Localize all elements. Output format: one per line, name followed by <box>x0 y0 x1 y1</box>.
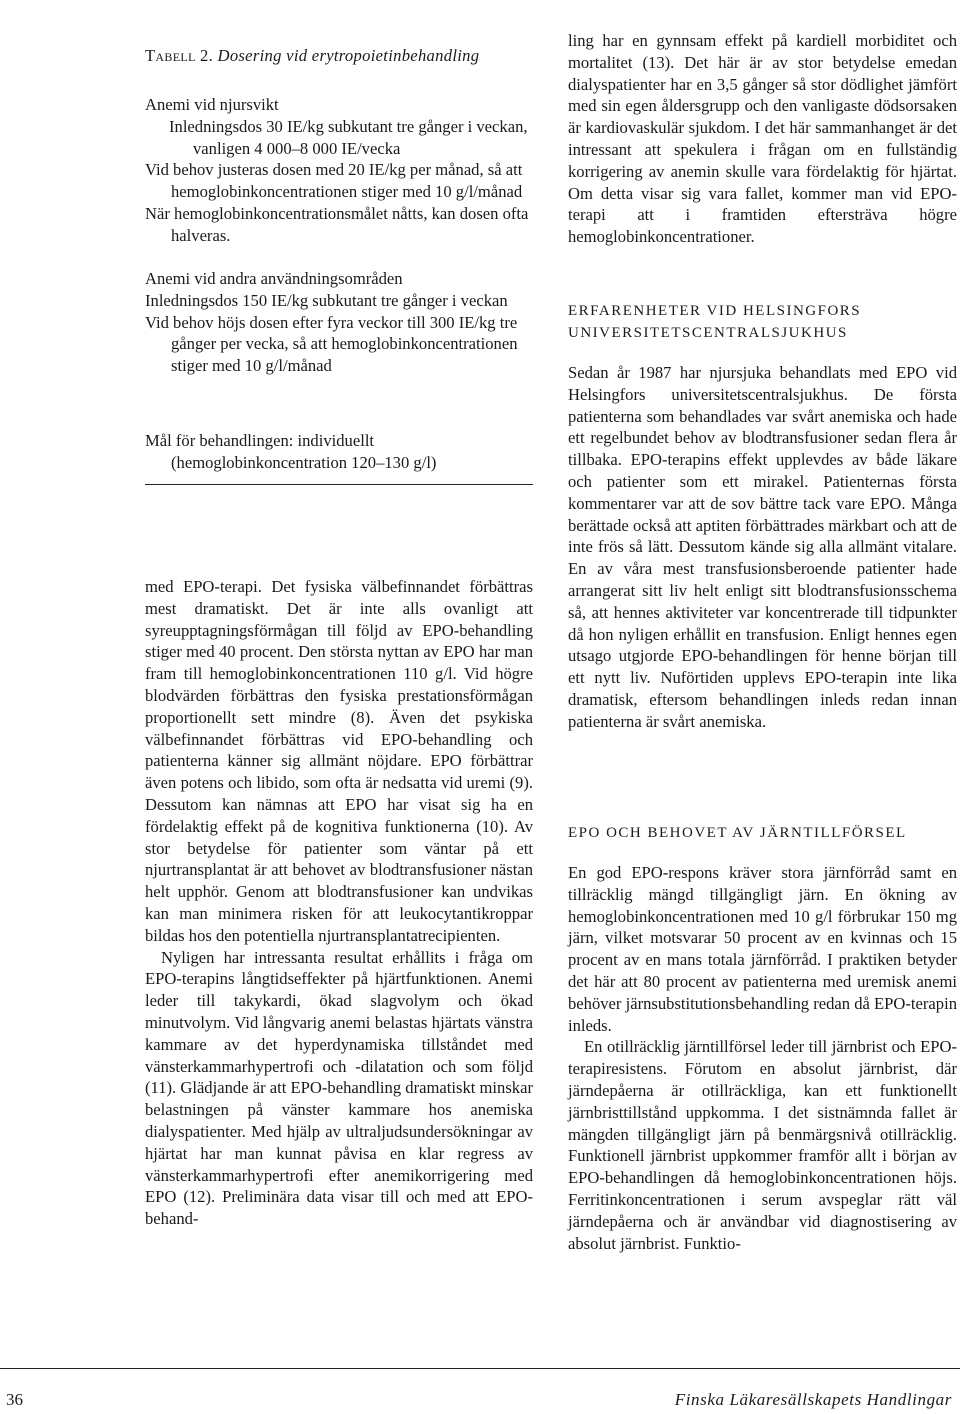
footer-rule <box>0 1368 960 1369</box>
table-section-kidney <box>145 94 533 247</box>
table-item: Vid behov höjs dosen efter fyra veckor till 300 IE/kg tre gånger per vecka, så att hemoglobinkoncentrationen stiger med 10 g/l/månad <box>145 312 518 376</box>
table-goal <box>145 430 533 474</box>
page-number: 36 <box>6 1390 23 1409</box>
table-section-other <box>145 268 533 377</box>
section-heading-iron: EPO OCH BEHOVET AV JÄRNTILLFÖRSEL <box>568 825 907 841</box>
table-item: Inledningsdos 30 IE/kg subkutant tre gånger i veckan, vanligen 4 000–8 000 IE/vecka <box>169 116 528 158</box>
table-item: När hemoglobinkoncentrationsmålet nåtts, kan dosen ofta halveras. <box>145 203 529 245</box>
table-item: Vid behov justeras dosen med 20 IE/kg per månad, så att hemoglobinkoncentrationen stiger med 10 g/l/månad <box>145 160 523 202</box>
right-column-intro <box>568 30 957 248</box>
right-column-iron <box>568 862 957 1254</box>
right-column-helsingfors <box>568 362 957 733</box>
paragraph: En god EPO-respons kräver stora järnförråd samt en tillräcklig mängd tillgängligt järn. En ökning av hemoglobinkoncentrationen med 10 g/l förbrukar 150 mg järn, vilket motsvarar 50 procent av en kvinnas och 15 procent av en mans totala järnförråd. I praktiken betyder det här att 80 procent av patienterna med uremisk anemi behöver järnsubstitutionsbehandling redan då EPO-terapin inleds. <box>568 863 957 1035</box>
paragraph: ling har en gynnsam effekt på kardiell morbiditet och mortalitet (13). Det här är av stor betydelse emedan dialyspatienter har en 3,5 gånger så stor dödlighet jämfört med sin egen åldersgrupp och den vanligaste dödsorsaken är kardiovaskulär sjukdom. I det här sammanhanget är det intressant att spekulera i frågan om en fullständig korrigering av anemin skulle vara fördelaktig för hjärtat. Om detta visar sig vara fallet, kommer man vid EPO-terapi att i framtiden eftersträva högre hemoglobinkoncentrationer. <box>568 31 957 247</box>
table-bottom-rule <box>145 484 533 485</box>
table-item: Inledningsdos 150 IE/kg subkutant tre gånger i veckan <box>145 290 508 310</box>
table-section-heading: Anemi vid njursvikt <box>145 95 279 114</box>
table-caption-label: Tabell 2. <box>145 46 214 65</box>
table-goal-text: Mål för behandlingen: individuellt (hemoglobinkoncentration 120–130 g/l) <box>145 431 437 472</box>
paragraph: Sedan år 1987 har njursjuka behandlats med EPO vid Helsingfors universitetscentralsjukhus. De första patienterna som behandlades var svårt anemiska och hade ett regelbundet behov av blodtransfusioner sedan flera år tillbaka. EPO-terapins effekt upplevdes av både läkare och patienter som ett mirakel. Patienternas första kommentarer var att de sov bättre tack vare EPO. Många berättade också att aptiten förbättrades märkbart och att de inte frös så lätt. Dessutom kände sig alla allmänt vitalare. En av våra mest transfusionsberoende patienter hade arrangerat sitt liv helt enligt sitt blodtransfusionsschema så, att hennes aktiviteter var koncentrerade till tidpunkter då hon nyligen erhållit en transfusion. Enligt hennes egen utsago utgjorde EPO-behandlingen för henne början till ett nytt liv. Nuförtiden upplevs EPO-terapin inte lika dramatisk, eftersom behandlingen inleds redan innan patienterna är svårt anemiska. <box>568 363 957 731</box>
section-heading-helsingfors: ERFARENHETER VID HELSINGFORS UNIVERSITETSCENTRALSJUKHUS <box>568 303 862 341</box>
table-caption-title: Dosering vid erytropoietinbehandling <box>217 46 480 65</box>
table-section-heading: Anemi vid andra användningsområden <box>145 269 403 288</box>
table-caption <box>145 46 479 66</box>
left-column-body <box>145 576 533 1230</box>
paragraph: Nyligen har intressanta resultat erhållits i fråga om EPO-terapins långtidseffekter på hjärtfunktionen. Anemi leder till takykardi, ökad slagvolym och ökad minutvolym. Vid långvarig anemi belastas hjärtats vänstra kammare av det hyperdynamiska tillståndet med vänsterkammarhypertrofi och -dilatation och som följd (11). Glädjande är att EPO-behandling dramatiskt minskar belastningen på vänster kammare hos anemiska dialyspatienter. Med hjälp av ultraljudsundersökningar av hjärtat har man kunnat påvisa en klar regress av vänsterkammarhypertrofi efter anemikorrigering med EPO (12). Preliminära data visar till och med att EPO-behand- <box>145 947 533 1229</box>
paragraph: En otillräcklig järntillförsel leder till järnbrist och EPO-terapiresistens. Förutom en absolut järnbrist, där järndepåerna är otillräckliga, kan ett funktionellt järnbristtillstånd uppkomma. I det sistnämnda fallet är mängden tillgängligt järn på benmärgsnivå otillräcklig. Funktionell järnbrist uppkommer framför allt i början av EPO-behandlingen då hemoglobinkoncentrationen höjs. Ferritinkoncentrationen i serum avspeglar rätt väl järndepåerna och är användbar vid diagnostisering av absolut järnbrist. Funktio- <box>568 1037 957 1253</box>
journal-title: Finska Läkaresällskapets Handlingar <box>674 1390 952 1409</box>
paragraph: med EPO-terapi. Det fysiska välbefinnandet förbättras mest dramatiskt. Det är inte alls ovanligt att syreupptagningsförmågan till följd av EPO-behandling stiger med 40 procent. Den största nyttan av EPO har man fram till hemoglobinkoncentrationen 110 g/l. Vid högre blodvärden förbättras den fysiska prestationsförmågan proportionellt sett mindre (8). Även det psykiska välbefinnandet förbättras vid EPO-behandling och patienterna känner sig allmänt nöjdare. EPO förbättrar även potens och libido, som ofta är nedsatta vid uremi (9). Dessutom kan nämnas att EPO har visat sig ha en fördelaktig effekt på de kognitiva funktionerna (10). Av stor betydelse för patienter som väntar på ett njurtransplantat är att behovet av blodtransfusioner nästan helt upphör. Genom att blodtransfusioner kan undvikas kan man minimera risken för att leukocytantikroppar bildas hos den potentiella njurtransplantatrecipienten. <box>145 577 533 945</box>
